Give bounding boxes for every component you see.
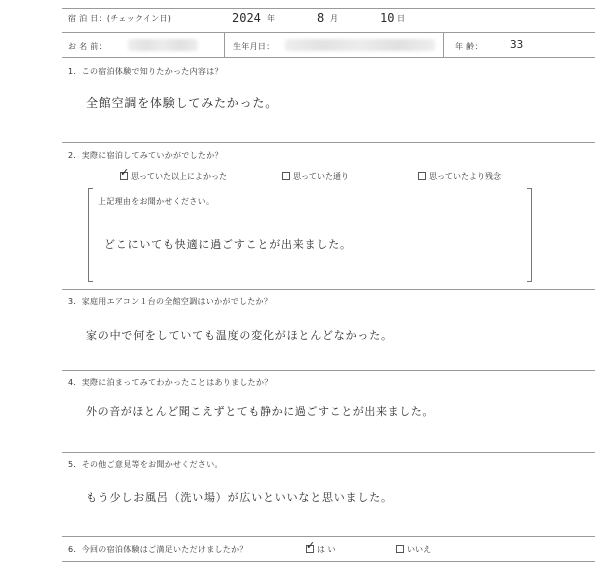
q3-question: 3．家庭用エアコン１台の全館空調はいかがでしたか？ bbox=[68, 297, 273, 306]
q4-rule bbox=[62, 452, 595, 453]
check-mark-icon: ✓ bbox=[306, 539, 316, 552]
stay-month: 8 bbox=[317, 11, 325, 25]
q1-rule bbox=[62, 142, 595, 143]
q2-option-as-expected-label: 思っていた通り bbox=[293, 172, 349, 181]
q2-reason-label: 上記理由をお聞かせください。 bbox=[98, 197, 215, 206]
q5-question: 5．その他ご意見等をお聞かせください。 bbox=[68, 460, 223, 469]
redacted-name bbox=[128, 39, 198, 51]
q6-option-no-label: いいえ bbox=[407, 545, 431, 554]
q2-option-disappointing[interactable] bbox=[418, 171, 501, 182]
birth-label: 生年月日： bbox=[233, 42, 275, 51]
q5-rule bbox=[62, 536, 595, 537]
q6-option-yes[interactable] bbox=[306, 539, 336, 555]
q1-answer: 全館空調を体験してみたかった。 bbox=[86, 96, 279, 110]
q1-question: 1．この宿泊体験で知りたかった内容は？ bbox=[68, 67, 223, 76]
stay-year-unit: 年 bbox=[267, 14, 276, 23]
header-mid-rule bbox=[62, 32, 595, 33]
q2-reason-answer: どこにいても快適に過ごすことが出来ました。 bbox=[104, 238, 352, 251]
q2-option-as-expected[interactable] bbox=[282, 171, 349, 182]
q6-option-no[interactable] bbox=[396, 544, 431, 555]
stay-day-unit: 日 bbox=[397, 14, 406, 23]
q6-rule bbox=[62, 561, 595, 562]
check-mark-icon: ✓ bbox=[120, 166, 130, 179]
q3-answer: 家の中で何をしていても温度の変化がほとんどなかった。 bbox=[86, 329, 393, 342]
q3-rule bbox=[62, 370, 595, 371]
q2-option-disappointing-label: 思っていたより残念 bbox=[429, 172, 501, 181]
q4-answer: 外の音がほとんど聞こえずとても静かに過ごすことが出来ました。 bbox=[86, 405, 434, 418]
q6-option-yes-label: は い bbox=[317, 545, 336, 554]
redacted-birthdate bbox=[285, 39, 435, 51]
q2-rule bbox=[62, 289, 595, 290]
stay-date-label: 宿 泊 日：(チェックイン日) bbox=[68, 14, 172, 23]
q2-option-as-expected-checkbox[interactable] bbox=[282, 172, 290, 180]
header-divider-2 bbox=[443, 33, 444, 57]
q6-question: 6．今回の宿泊体験はご満足いただけましたか？ bbox=[68, 545, 248, 554]
q2-option-better-checkbox[interactable] bbox=[120, 166, 130, 180]
age-value: 33 bbox=[510, 38, 524, 51]
header-divider-1 bbox=[224, 33, 225, 57]
name-label: お 名 前： bbox=[68, 42, 107, 51]
q4-question: 4．実際に泊まってみてわかったことはありましたか？ bbox=[68, 378, 273, 387]
q2-option-better[interactable] bbox=[120, 166, 227, 182]
stay-year: 2024 bbox=[232, 11, 261, 25]
age-label: 年 齢： bbox=[455, 42, 483, 51]
stay-month-unit: 月 bbox=[330, 14, 339, 23]
reason-bracket-left bbox=[88, 188, 93, 282]
header-top-rule bbox=[62, 8, 595, 9]
header-bottom-rule bbox=[62, 57, 595, 58]
reason-bracket-right bbox=[527, 188, 532, 282]
stay-day: 10 bbox=[380, 11, 395, 25]
q2-option-better-label: 思っていた以上によかった bbox=[131, 172, 227, 181]
q5-answer: もう少しお風呂（洗い場）が広いといいなと思いました。 bbox=[86, 491, 393, 504]
q2-question: 2．実際に宿泊してみていかがでしたか？ bbox=[68, 151, 223, 160]
q6-option-no-checkbox[interactable] bbox=[396, 545, 404, 553]
q6-option-yes-checkbox[interactable] bbox=[306, 539, 316, 553]
q2-option-disappointing-checkbox[interactable] bbox=[418, 172, 426, 180]
